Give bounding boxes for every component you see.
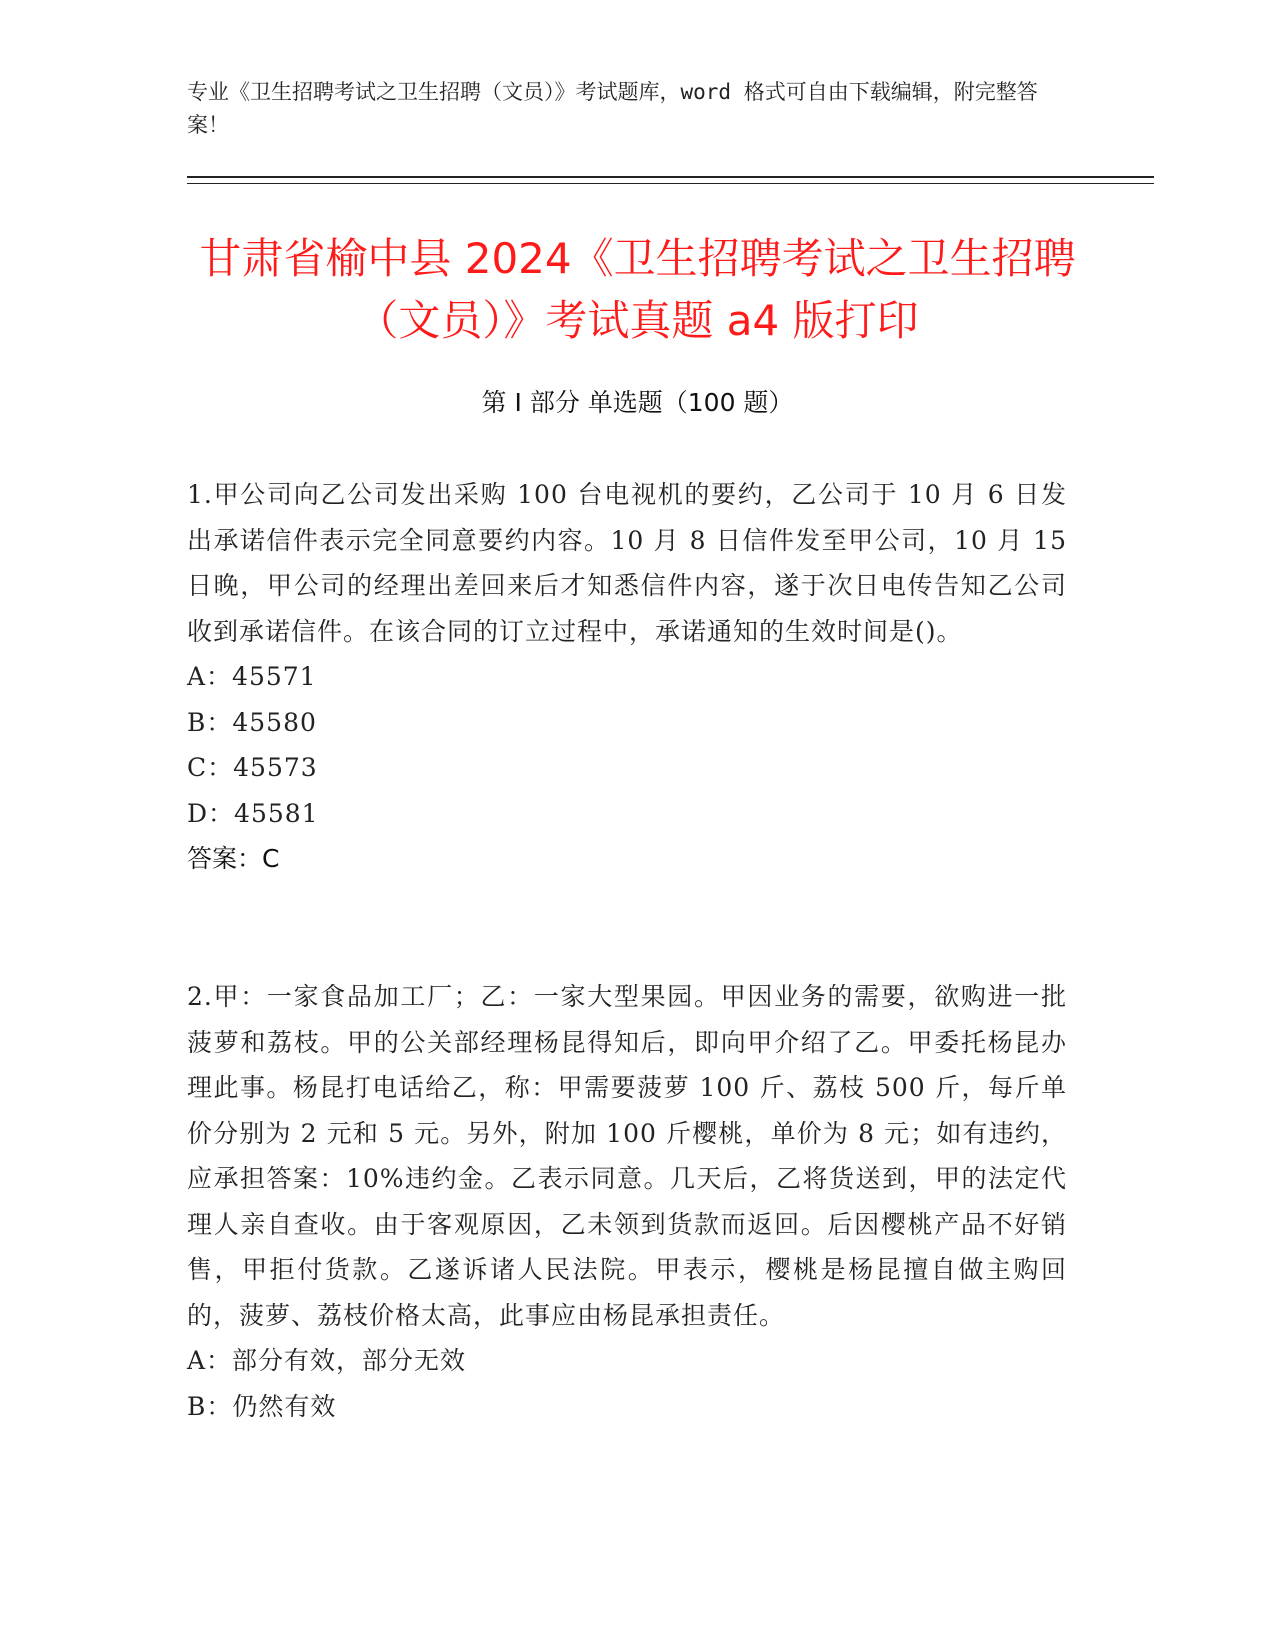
question-1 [187,472,1067,881]
header-note: 专业《卫生招聘考试之卫生招聘（文员）》考试题库，word 格式可自由下载编辑，附完整答案！ [187,80,1038,137]
document-title: 甘肃省榆中县 2024《卫生招聘考试之卫生招聘（文员）》考试真题 a4 版打印 [199,234,1076,345]
option-c: C：45573 [187,753,318,782]
option-b: B：45580 [187,707,317,737]
question-stem: 1.甲公司向乙公司发出采购 100 台电视机的要约，乙公司于 10 月 6 日发出承诺信件表示完全同意要约内容。10 月 8 日信件发至甲公司，10 月 15 日晚，甲公司的经理出差回来后才知悉信件内容，遂于次日电传告知乙公司收到承诺信件。在该合同的订立过程中，承诺通知的生效时间是()。 [187,480,1067,646]
answer-line: 答案：C [187,844,280,873]
question-2 [187,974,1067,1429]
option-a: A：45571 [187,662,317,691]
header-divider-thin [187,183,1154,184]
option-d: D：45581 [187,798,319,828]
option-a: A：部分有效，部分无效 [187,1346,467,1375]
question-stem: 2.甲：一家食品加工厂；乙：一家大型果园。甲因业务的需要，欲购进一批菠萝和荔枝。甲的公关部经理杨昆得知后，即向甲介绍了乙。甲委托杨昆办理此事。杨昆打电话给乙，称：甲需要菠萝 100 斤、荔枝 500 斤，每斤单价分别为 2 元和 5 元。另外，附加 100 斤樱桃，单价为 8 元；如有违约，应承担答案：10%违约金。乙表示同意。几天后，乙将货送到，甲的法定代理人亲自查收。由于客观原因，乙未领到货款而返回。后因樱桃产品不好销售，甲拒付货款。乙遂诉诸人民法院。甲表示，樱桃是杨昆擅自做主购回的，菠萝、荔枝价格太高，此事应由杨昆承担责任。 [187,982,1067,1330]
option-b: B：仍然有效 [187,1391,337,1421]
section-heading: 第 I 部分 单选题（100 题） [481,388,794,417]
header-divider-thick [187,176,1154,178]
